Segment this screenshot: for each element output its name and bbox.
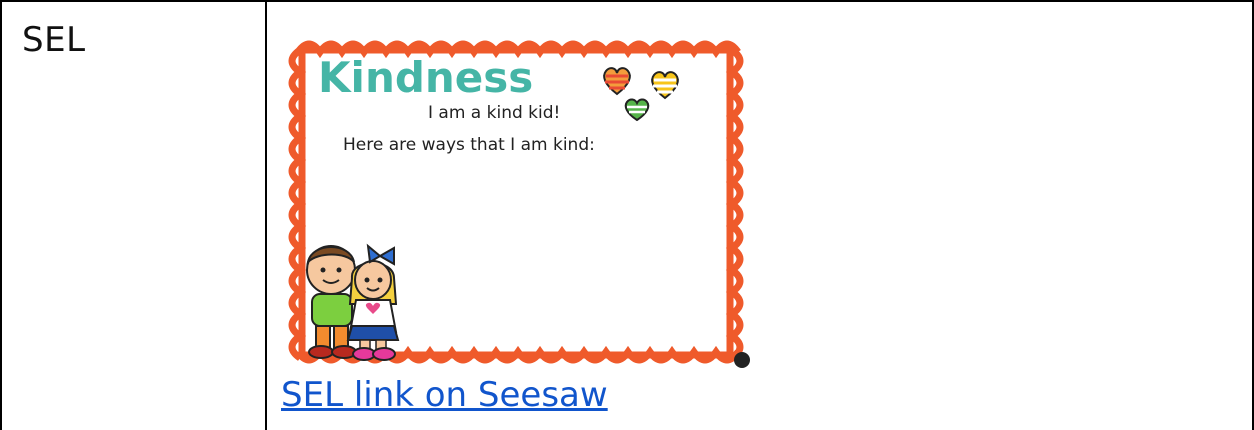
row-label: SEL xyxy=(22,20,86,60)
card-line-2: Here are ways that I am kind: xyxy=(343,135,595,155)
table-top-border xyxy=(0,0,1254,2)
kindness-card xyxy=(280,30,755,375)
card-line-1: I am a kind kid! xyxy=(428,103,561,123)
brand-logo-icon xyxy=(734,352,750,368)
table-column-divider xyxy=(265,0,267,430)
seesaw-link[interactable]: SEL link on Seesaw xyxy=(281,375,608,415)
card-title: Kindness xyxy=(318,53,534,102)
kindness-card-graphic xyxy=(280,30,755,375)
table-left-border xyxy=(0,0,2,430)
